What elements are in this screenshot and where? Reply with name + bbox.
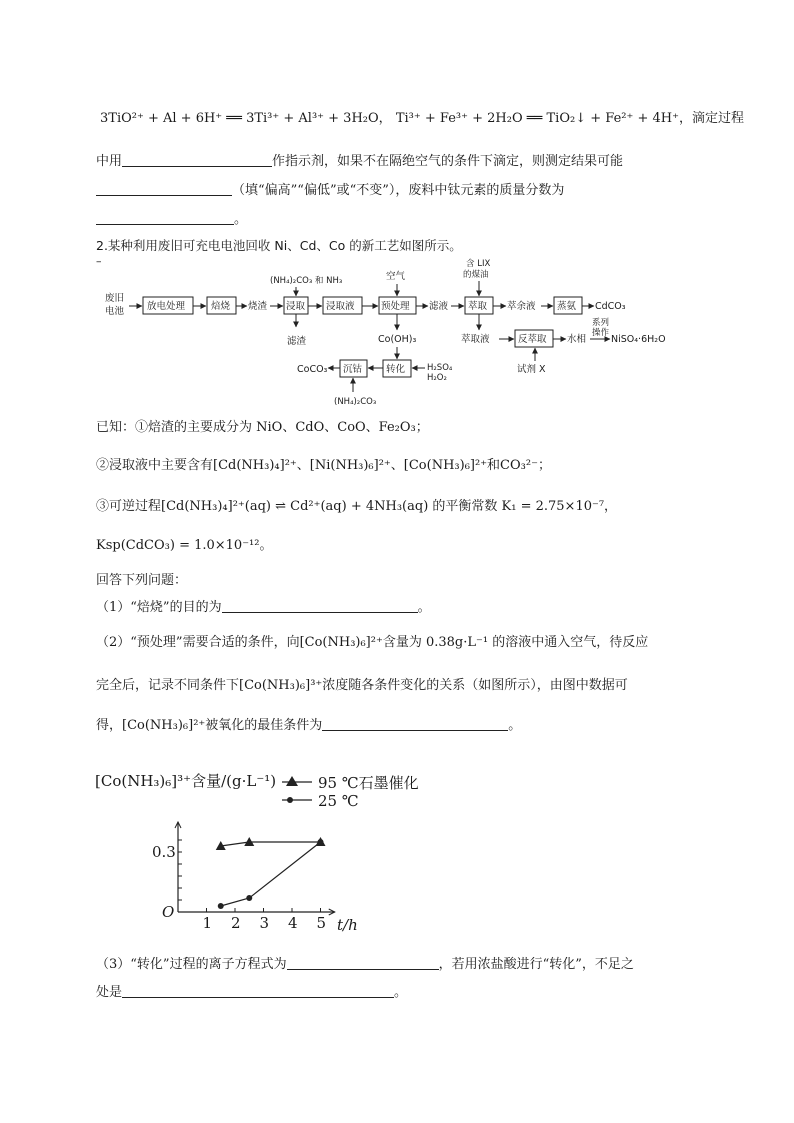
equation-separator: ，: [378, 111, 392, 126]
aqueous-phase-label: 水相: [567, 334, 587, 345]
answer-blank-ionic-equation[interactable]: [287, 955, 439, 970]
series-line-0: [221, 842, 321, 846]
legend-triangle-marker: [286, 776, 298, 786]
x-tick-label: 4: [288, 914, 298, 932]
question-part-2-line-2: 完全后，记录不同条件下[Co(NH₃)₆]³⁺浓度随各条件变化的关系（如图所示），由图中数据可: [96, 678, 628, 693]
waste-battery-label: 废旧: [105, 293, 125, 304]
x-tick-label: 5: [316, 914, 327, 932]
y-tick-label: 0.3: [152, 843, 176, 861]
cobalt-carbonate-label: CoCO₃: [297, 364, 328, 375]
cobalt-oxidation-chart: [0, 756, 794, 956]
q1-text: 。: [234, 212, 248, 227]
answer-blank-drawback[interactable]: [122, 983, 394, 998]
answer-prompt: 回答下列问题：: [96, 573, 188, 588]
chart-legend: [282, 774, 419, 810]
cobalt-hydroxide-label: Co(OH)₃: [378, 334, 417, 345]
question-part-1: [96, 598, 431, 618]
air-label: 空气: [386, 271, 406, 282]
q1-text: 作指示剂，如果不在隔绝空气的条件下滴定，则测定结果可能: [272, 154, 624, 169]
legend-label: 25 ℃: [318, 792, 359, 810]
part-3-text-3: 处是: [96, 985, 123, 1000]
leachate-label: 浸取液: [326, 301, 355, 312]
legend-circle-marker: [287, 797, 293, 803]
circle-point: [246, 895, 252, 901]
cadmium-carbonate-label: CdCO₃: [595, 301, 626, 312]
stray-mark: –: [96, 255, 102, 268]
part-2-end: 。: [508, 718, 522, 733]
part-3-text-2: ，若用浓盐酸进行“转化”，不足之: [438, 957, 634, 972]
waste-battery-label-2: 电池: [105, 306, 125, 317]
known-2: ②浸取液中主要含有[Cd(NH₃)₄]²⁺、[Ni(NH₃)₆]²⁺、[Co(NH₃)₆]²⁺和CO₃²⁻；: [96, 458, 551, 473]
part-3-text: （3）“转化”过程的离子方程式为: [96, 957, 287, 972]
series-line-1: [221, 842, 321, 906]
question-part-3-line-1: [96, 955, 634, 975]
raffinate-label: 萃余液: [507, 301, 536, 312]
question-part-3-line-2: [96, 983, 407, 1003]
discharge-label: 放电处理: [147, 301, 186, 312]
back-extract-label: 反萃取: [518, 334, 547, 345]
equation-tail: ，滴定过程: [678, 111, 744, 126]
part-1-end: 。: [417, 600, 431, 615]
process-flow-diagram: [0, 0, 794, 407]
series-op-label-2: 操作: [592, 328, 610, 338]
q1-text: （填“偏高”“偏低”或“不变”），废料中钛元素的质量分数为: [232, 183, 565, 198]
series-op-label-1: 系列: [592, 318, 610, 328]
chart-plot-area: [216, 837, 326, 909]
organic-phase-label: 萃取液: [461, 334, 490, 345]
deammonia-label: 蒸氨: [557, 301, 577, 312]
sulfuric-acid-label: H₂SO₄: [427, 363, 453, 373]
nickel-sulfate-label: NiSO₄·6H₂O: [611, 334, 666, 345]
known-3: ③可逆过程[Cd(NH₃)₄]²⁺(aq) ⇌ Cd²⁺(aq) + 4NH₃(aq) 的平衡常数 K₁ = 2.75×10⁻⁷，: [96, 499, 618, 514]
answer-blank-roast-purpose[interactable]: [222, 598, 418, 613]
x-tick-label: 3: [259, 914, 270, 932]
reagent-x-label: 试剂 X: [517, 364, 546, 375]
leach-label: 浸取: [286, 301, 306, 312]
extract-label: 萃取: [468, 301, 488, 312]
slag-label: 滤渣: [287, 336, 307, 347]
part-2-text: 得，[Co(NH₃)₆]²⁺被氧化的最佳条件为: [96, 718, 323, 733]
part-3-end: 。: [394, 985, 408, 1000]
filtrate-label: 滤液: [429, 301, 449, 312]
question-part-2-line-3: [96, 716, 521, 736]
part-1-text: （1）“焙烧”的目的为: [96, 600, 222, 615]
roast-label: 焙烧: [211, 301, 231, 312]
equation-2: Ti³⁺ + Fe³⁺ + 2H₂O ══ TiO₂↓ + Fe²⁺ + 4H⁺: [395, 111, 679, 126]
q1-text: 中用: [96, 154, 123, 169]
x-tick-label: 1: [202, 914, 213, 932]
known-1: 已知：①焙渣的主要成分为 NiO、CdO、CoO、Fe₂O₃；: [96, 420, 429, 435]
lix-label-1: 含 LIX: [466, 259, 491, 269]
ammonium-carbonate-label: (NH₄)₂CO₃: [334, 397, 377, 407]
chart-xlabel: t/h: [337, 916, 358, 934]
x-tick-label: 2: [231, 914, 241, 932]
chart-ylabel: [Co(NH₃)₆]³⁺含量/(g·L⁻¹): [95, 772, 277, 790]
q2-title: 2.某种利用废旧可充电电池回收 Ni、Cd、Co 的新工艺如图所示。: [96, 238, 462, 253]
hydrogen-peroxide-label: H₂O₂: [427, 373, 447, 383]
question-part-2-line-1: （2）“预处理”需要合适的条件，向[Co(NH₃)₆]²⁺含量为 0.38g·L⁻¹ 的溶液中通入空气，待反应: [96, 635, 649, 650]
lix-label-2: 的煤油: [463, 270, 489, 280]
precipitate-label: 沉钴: [343, 364, 363, 375]
circle-point: [318, 839, 324, 845]
leach-reagent-label: (NH₄)₂CO₃ 和 NH₃: [270, 276, 343, 286]
pretreat-label: 预处理: [381, 301, 410, 312]
known-4: Ksp(CdCO₃) = 1.0×10⁻¹²。: [96, 538, 273, 553]
transform-label: 转化: [386, 364, 406, 375]
answer-blank-best-condition[interactable]: [322, 716, 508, 731]
legend-label: 95 ℃石墨催化: [318, 774, 419, 792]
equation-1: 3TiO²⁺ + Al + 6H⁺ ══ 3Ti³⁺ + Al³⁺ + 3H₂O: [100, 111, 379, 126]
chart-axes: [175, 822, 335, 915]
chart-origin-label: O: [162, 903, 175, 921]
residue-label: 烧渣: [248, 301, 268, 312]
circle-point: [218, 903, 224, 909]
